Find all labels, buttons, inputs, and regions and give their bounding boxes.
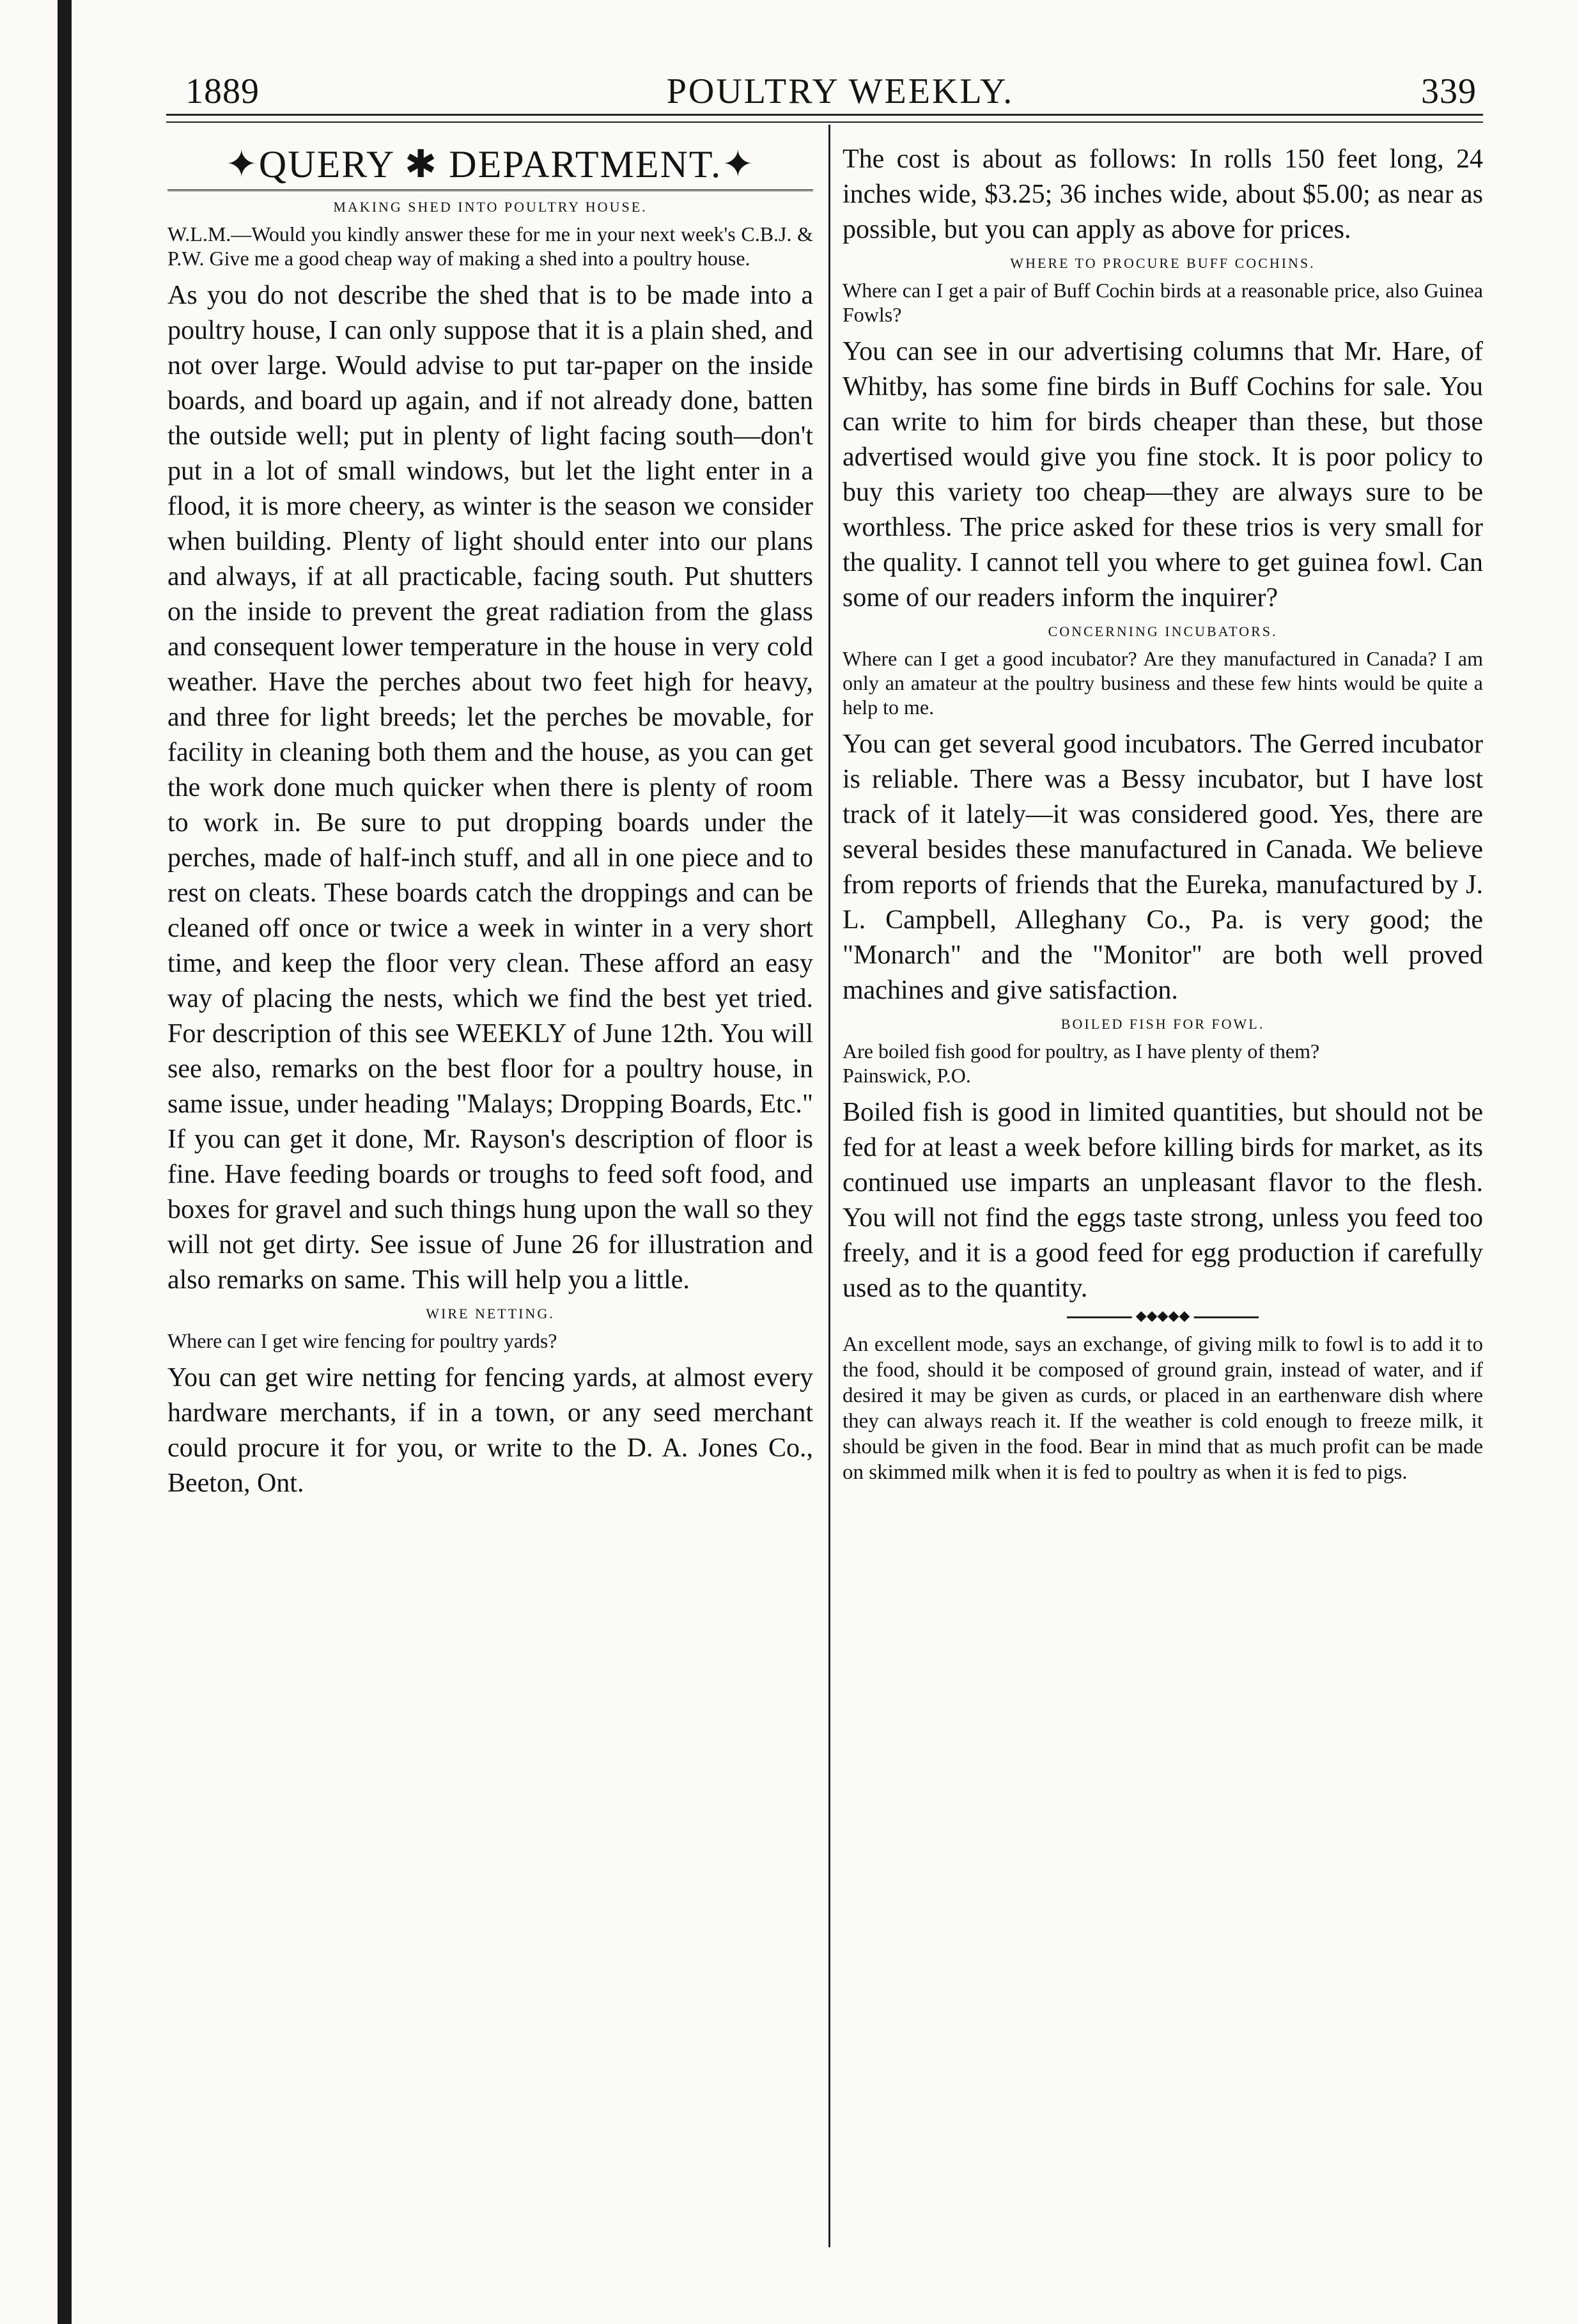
query-incubators: Where can I get a good incubator? Are they manufactured in Canada? I am only an amateur at the poultry business and these few hints would be quite a help to me. [843,647,1483,719]
left-column [167,142,813,2252]
column-divider [828,125,830,2247]
answer-wire-continued: The cost is about as follows: In rolls 150 feet long, 24 inches wide, $3.25; 36 inches wide, about $5.00; as near as possible, but you can apply as above for prices. [843,144,1483,244]
ornamental-divider [1067,1307,1259,1323]
header-page-number: 339 [1420,72,1477,111]
query-cochins: Where can I get a pair of Buff Cochin birds at a reasonable price, also Guinea Fowls? [843,279,1483,326]
answer-fish: Boiled fish is good in limited quantities, but should not be fed for at least a week before killing birds for market, as its continued use imparts an unpleasant flavor to the flesh. You will not find the eggs taste strong, unless you feed too freely, and it is a good feed for egg production if carefully used as to the quantity. [843,1098,1483,1303]
answer-incubators: You can get several good incubators. The Gerred incubator is reliable. There was a Bessy incubator, but I have lost track of it lately—it was considered good. Yes, there are several besides these manufactured in Canada. We believe from reports of friends that the Eureka, manufactured by J. L. Campbell, Alleghany Co., Pa. is very good; the "Monarch" and the "Monitor" are both well proved machines and give satisfaction. [843,729,1483,1005]
answer-cochins: You can see in our advertising columns that Mr. Hare, of Whitby, has some fine birds in Buff Cochins for sale. You can write to him for birds cheaper than these, but those advertised would give you fine stock. It is poor policy to buy this variety too cheap—they are always sure to be worthless. The price asked for these trios is very small for the quality. I cannot tell you where to get guinea fowl. Can some of our readers inform the inquirer? [843,337,1483,612]
answer-wire: You can get wire netting for fencing yards, at almost every hardware merchants, if in a town, or any seed merchant could procure it for you, or write to the D. A. Jones Co., Beeton, Ont. [167,1363,813,1498]
query-fish [843,1039,1483,1088]
section-heading-incubators: CONCERNING INCUBATORS. [1048,623,1278,639]
header-rule-secondary [166,121,1483,123]
section-heading-shed: MAKING SHED INTO POULTRY HOUSE. [333,199,648,215]
section-heading-wire: WIRE NETTING. [426,1306,555,1322]
header-rule [166,114,1483,116]
query-fish-signature: Painswick, P.O. [843,1064,971,1087]
query-shed: W.L.M.—Would you kindly answer these for me in your next week's C.B.J. & P.W. Give me a good cheap way of making a shed into a poultry house. [167,222,813,270]
answer-shed: As you do not describe the shed that is to be made into a poultry house, I can only suppose that it is a plain shed, and not over large. Would advise to put tar-paper on the inside boards, and board up again, and if not already done, batten the outside well; put in plenty of light facing south—don't put in a lot of small windows, but let the light enter in a flood, it is more cheery, as winter is the season we consider when building. Plenty of light should enter into our plans and always, if at all practicable, facing south. Put shutters on the inside to prevent the great radiation from the glass and consequent lower temperature in the house in very cold weather. Have the perches about two feet high for heavy, and three for light breeds; let the perches be movable, for facility in cleaning both them and the house, as you can get the work done much quicker when there is plenty of room to work in. Be sure to put dropping boards under the perches, made of half-inch stuff, and all in one piece and to rest on cleats. These boards catch the droppings and can be cleaned off once or twice a week in winter in a very short time, and keep the floor very clean. These afford an easy way of placing the nests, which we find the best yet tried. For description of this see WEEKLY of June 12th. You will see also, remarks on the best floor for a poultry house, in same issue, under heading "Malays; Dropping Boards, Etc." If you can get it done, Mr. Rayson's description of floor is fine. Have feeding boards or troughs to feed soft food, and boxes for gravel and such things hung upon the wall so they will not get dirty. See issue of June 26 for illustration and also remarks on same. This will help you a little. [167,281,813,1295]
page-header [185,61,1477,112]
right-column [843,142,1483,2252]
page-edge-bar [58,0,72,2324]
query-wire: Where can I get wire fencing for poultry yards? [167,1329,557,1352]
ornament-glyphs: ◆◆◆◆◆ [1132,1307,1194,1324]
department-title: ✦QUERY ✱ DEPARTMENT.✦ [167,142,813,191]
section-heading-cochins: WHERE TO PROCURE BUFF COCHINS. [1010,255,1316,271]
query-fish-text: Are boiled fish good for poultry, as I have plenty of them? [843,1040,1320,1063]
header-title: POULTRY WEEKLY. [666,72,1014,111]
header-year: 1889 [185,72,260,111]
milk-note: An excellent mode, says an exchange, of giving milk to fowl is to add it to the food, should it be composed of ground grain, instead of water, and if desired it may be given as curds, or placed in an earthenware dish where they can always reach it. If the weather is cold enough to freeze milk, it should be given in the food. Bear in mind that as much profit can be made on skimmed milk when it is fed to poultry as when it is fed to pigs. [843,1333,1483,1484]
section-heading-fish: BOILED FISH FOR FOWL. [1060,1016,1265,1032]
